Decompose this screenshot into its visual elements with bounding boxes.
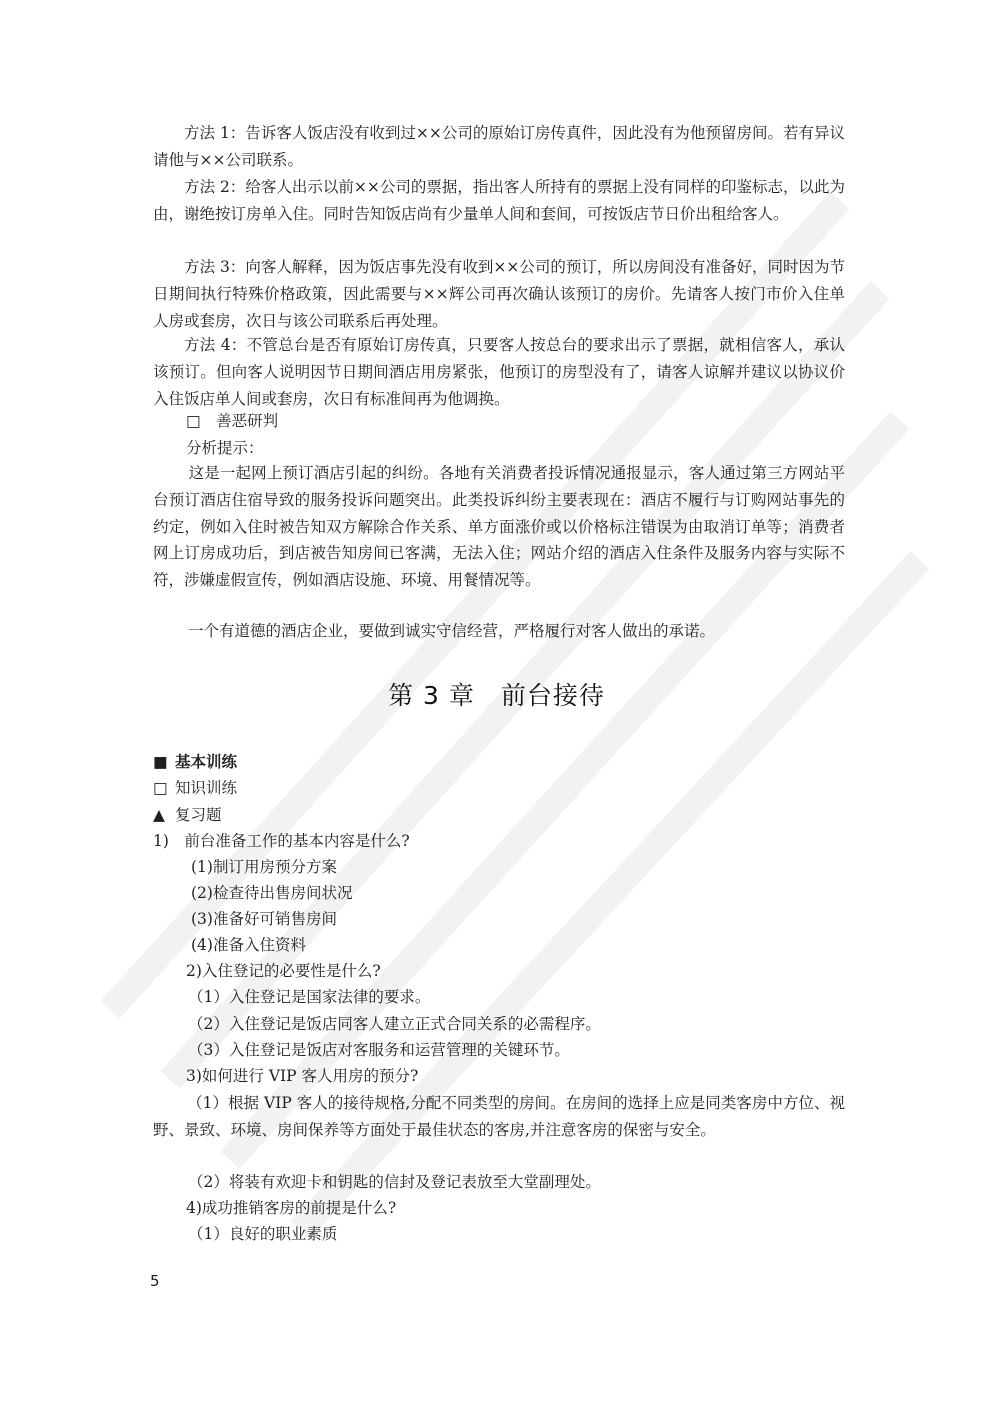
q3-answer-2: （2）将装有欢迎卡和钥匙的信封及登记表放至大堂副理处。 <box>188 1173 601 1191</box>
question-3: 3)如何进行 VIP 客人用房的预分? <box>186 1067 419 1085</box>
q2-answer-1: （1）入住登记是国家法律的要求。 <box>188 988 431 1006</box>
paragraph-method-4: 方法 4：不管总台是否有原始订房传真，只要客人按总台的要求出示了票据，就相信客人，承认该预订。但向客人说明因节日期间酒店用房紧张，他预订的房型没有了，请客人谅解并建议以协议价入住饭店单人间或套房，次日有标准间再为他调换。 <box>153 336 845 408</box>
paragraph-method-1: 方法 1：告诉客人饭店没有收到过××公司的原始订房传真件，因此没有为他预留房间。若有异议请他与××公司联系。 <box>153 124 845 169</box>
chapter-title: 第 3 章 前台接待 <box>388 681 605 710</box>
page-number: 5 <box>150 1272 160 1290</box>
question-4: 4)成功推销客房的前提是什么? <box>186 1199 397 1217</box>
paragraph-analysis: 这是一起网上预订酒店引起的纠纷。各地有关消费者投诉情况通报显示，客人通过第三方网站平台预订酒店住宿导致的服务投诉问题突出。此类投诉纠纷主要表现在：酒店不履行与订购网站事先的约定，例如入住时被告知双方解除合作关系、单方面涨价或以价格标注错误为由取消订单等；消费者网上订房成功后，到店被告知房间已客满，无法入住；网站介绍的酒店入住条件及服务内容与实际不符，涉嫌虚假宣传，例如酒店设施、环境、用餐情况等。 <box>153 464 845 590</box>
section-review-label: 复习题 <box>175 806 222 824</box>
section-basic-label: 基本训练 <box>175 753 238 771</box>
empty-square-icon: □ <box>153 779 168 797</box>
q2-answer-2: （2）入住登记是饭店同客人建立正式合同关系的必需程序。 <box>188 1015 601 1033</box>
q1-answer-4: (4)准备入住资料 <box>191 936 306 954</box>
q1-answer-3: (3)准备好可销售房间 <box>191 910 337 928</box>
hint-label: 分析提示： <box>186 439 264 457</box>
question-2: 2)入住登记的必要性是什么? <box>186 962 381 980</box>
section-knowledge-training <box>153 775 237 801</box>
paragraph-method-2: 方法 2：给客人出示以前××公司的票据，指出客人所持有的票据上没有同样的印鉴标志，以此为由，谢绝按订房单入住。同时告知饭店尚有少量单人间和套间，可按饭店节日价出租给客人。 <box>153 178 845 223</box>
paragraph-method-3: 方法 3：向客人解释，因为饭店事先没有收到××公司的预订，所以房间没有准备好，同时因为节日期间执行特殊价格政策，因此需要与××辉公司再次确认该预订的房价。先请客人按门市价入住单人房或套房，次日与该公司联系后再处理。 <box>153 258 845 330</box>
q4-answer-1: （1）良好的职业素质 <box>188 1225 338 1243</box>
filled-square-icon: ■ <box>153 753 168 771</box>
judge-heading: □ 善恶研判 <box>186 412 279 430</box>
section-basic-training <box>153 749 237 775</box>
section-review <box>153 802 222 828</box>
q2-answer-3: （3）入住登记是饭店对客服务和运营管理的关键环节。 <box>188 1041 570 1059</box>
question-1: 1) 前台准备工作的基本内容是什么? <box>153 832 410 850</box>
paragraph-conclusion: 一个有道德的酒店企业，要做到诚实守信经营，严格履行对客人做出的承诺。 <box>188 622 716 640</box>
q1-answer-1: (1)制订用房预分方案 <box>191 858 337 876</box>
section-knowledge-label: 知识训练 <box>175 779 238 797</box>
triangle-icon: ▲ <box>153 806 165 824</box>
q3-answer-1: （1）根据 VIP 客人的接待规格,分配不同类型的房间。在房间的选择上应是同类客房中方位、视野、景致、环境、房间保养等方面处于最佳状态的客房,并注意客房的保密与安全。 <box>153 1094 845 1139</box>
q1-answer-2: (2)检查待出售房间状况 <box>191 884 353 902</box>
